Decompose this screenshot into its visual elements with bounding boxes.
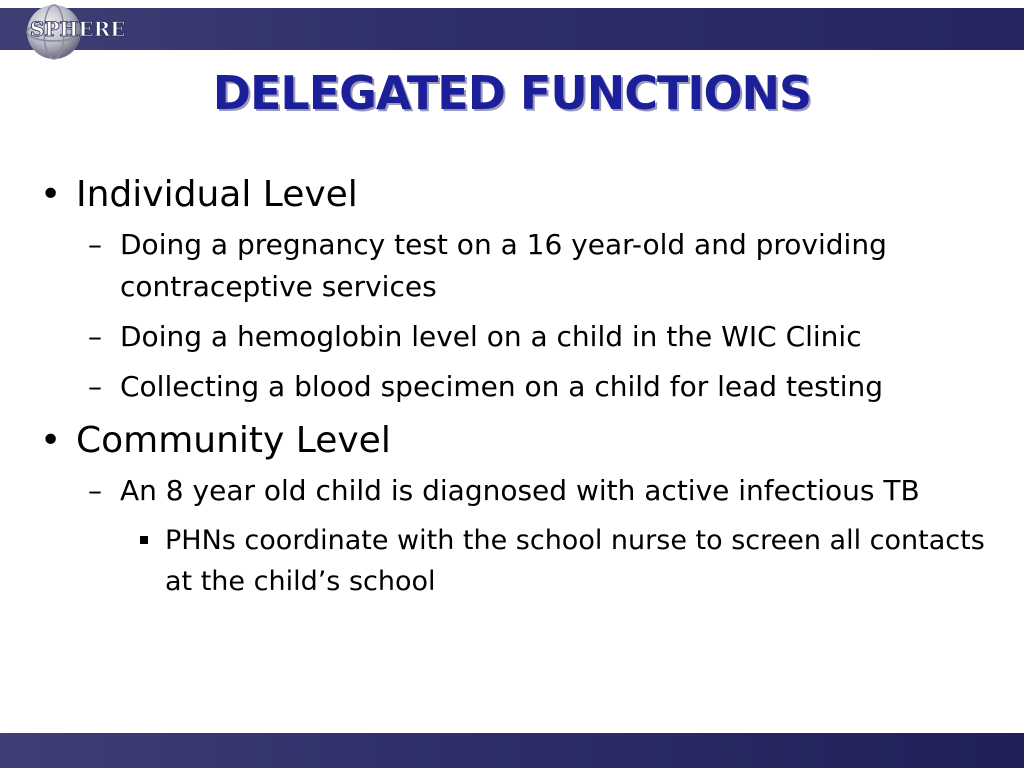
square-bullet-icon bbox=[140, 536, 148, 544]
header-bar bbox=[0, 8, 1024, 50]
dash-bullet-icon: – bbox=[88, 474, 102, 507]
round-bullet-icon: • bbox=[40, 420, 62, 461]
dash-bullet-icon: – bbox=[88, 370, 102, 403]
bullet-community-level bbox=[30, 418, 1000, 464]
sub-sub-bullet-text: PHNs coordinate with the school nurse to screen all contacts at the child’s school bbox=[165, 525, 985, 597]
sub-sub-bullet bbox=[30, 520, 1000, 602]
sub-bullet-text: An 8 year old child is diagnosed with active infectious TB bbox=[120, 474, 920, 507]
bullet-text: Community Level bbox=[76, 420, 391, 461]
footer-bar bbox=[0, 733, 1024, 768]
logo-text: SPHERE bbox=[30, 17, 126, 41]
sub-bullet bbox=[30, 366, 1000, 408]
sub-bullet bbox=[30, 316, 1000, 358]
round-bullet-icon: • bbox=[40, 174, 62, 215]
dash-bullet-icon: – bbox=[88, 320, 102, 353]
sphere-logo bbox=[10, 2, 150, 62]
sub-bullet bbox=[30, 470, 1000, 512]
slide-body bbox=[30, 172, 1000, 602]
bullet-text: Individual Level bbox=[76, 174, 358, 215]
sub-bullet-text: Doing a hemoglobin level on a child in the WIC Clinic bbox=[120, 320, 862, 353]
dash-bullet-icon: – bbox=[88, 228, 102, 261]
sub-bullet-text: Collecting a blood specimen on a child for lead testing bbox=[120, 370, 884, 403]
bullet-individual-level bbox=[30, 172, 1000, 218]
sub-bullet-text: Doing a pregnancy test on a 16 year-old and providing contraceptive services bbox=[120, 228, 887, 303]
sub-bullet bbox=[30, 224, 1000, 308]
page-title: DELEGATED FUNCTIONS bbox=[212, 66, 812, 120]
